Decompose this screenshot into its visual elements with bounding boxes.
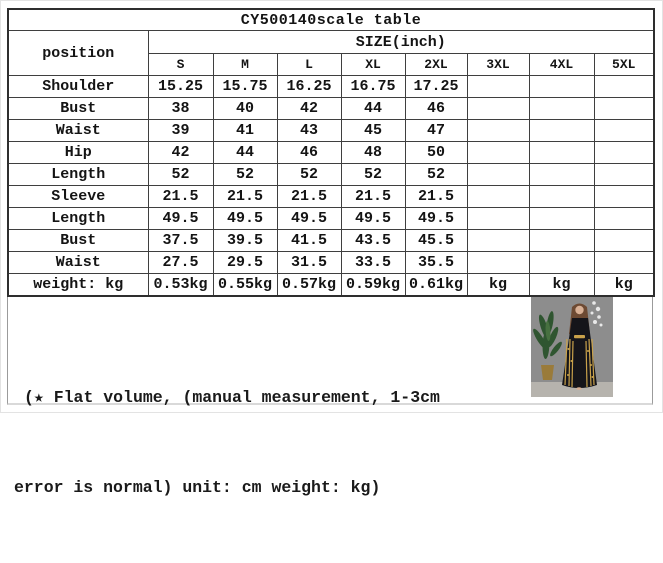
size-value-cell: 40	[213, 98, 277, 120]
note-line-2: error is normal) unit: cm weight: kg)	[14, 478, 381, 497]
size-value-cell: 21.5	[148, 186, 213, 208]
size-value-cell: 46	[405, 98, 467, 120]
size-value-cell: 45	[341, 120, 405, 142]
size-value-cell: 31.5	[277, 252, 341, 274]
size-value-cell	[529, 142, 594, 164]
size-group-header: SIZE(inch)	[148, 31, 654, 54]
size-column-header: XL	[341, 54, 405, 76]
size-value-cell: kg	[467, 274, 529, 297]
size-value-cell	[529, 186, 594, 208]
size-value-cell	[467, 120, 529, 142]
size-value-cell: 21.5	[213, 186, 277, 208]
row-label: Shoulder	[8, 76, 148, 98]
size-value-cell: 42	[277, 98, 341, 120]
size-value-cell: 46	[277, 142, 341, 164]
size-value-cell	[529, 230, 594, 252]
size-value-cell	[467, 98, 529, 120]
size-value-cell: 16.25	[277, 76, 341, 98]
size-value-cell	[594, 230, 654, 252]
size-value-cell: 17.25	[405, 76, 467, 98]
size-value-cell: kg	[529, 274, 594, 297]
table-row	[8, 98, 654, 120]
size-value-cell: 39	[148, 120, 213, 142]
size-value-cell	[529, 120, 594, 142]
size-value-cell: 0.55kg	[213, 274, 277, 297]
size-value-cell: 41	[213, 120, 277, 142]
row-label: weight: kg	[8, 274, 148, 297]
size-value-cell: 33.5	[341, 252, 405, 274]
row-label: Bust	[8, 98, 148, 120]
size-value-cell: 29.5	[213, 252, 277, 274]
table-row	[8, 76, 654, 98]
size-value-cell	[529, 98, 594, 120]
size-value-cell: 50	[405, 142, 467, 164]
size-column-header: 4XL	[529, 54, 594, 76]
size-value-cell: 15.25	[148, 76, 213, 98]
size-value-cell	[594, 164, 654, 186]
footer-note-box	[7, 297, 653, 497]
size-value-cell	[594, 76, 654, 98]
size-value-cell: 49.5	[341, 208, 405, 230]
size-chart-frame	[7, 8, 653, 497]
size-value-cell	[467, 142, 529, 164]
size-value-cell	[529, 252, 594, 274]
size-value-cell	[467, 164, 529, 186]
size-value-cell: 43.5	[341, 230, 405, 252]
size-value-cell	[594, 142, 654, 164]
footer-note	[14, 323, 440, 563]
row-label: Bust	[8, 230, 148, 252]
table-row	[8, 120, 654, 142]
size-value-cell: 35.5	[405, 252, 467, 274]
size-value-cell	[594, 120, 654, 142]
size-value-cell: 41.5	[277, 230, 341, 252]
size-value-cell: kg	[594, 274, 654, 297]
photo-model-face	[575, 306, 583, 314]
size-value-cell	[467, 76, 529, 98]
size-value-cell: 0.53kg	[148, 274, 213, 297]
size-value-cell: 21.5	[277, 186, 341, 208]
table-title: CY500140scale table	[8, 9, 654, 31]
size-value-cell	[529, 208, 594, 230]
size-value-cell: 0.59kg	[341, 274, 405, 297]
title-row	[8, 9, 654, 31]
size-value-cell: 0.61kg	[405, 274, 467, 297]
table-row	[8, 252, 654, 274]
table-row	[8, 230, 654, 252]
header-row	[8, 31, 654, 54]
size-value-cell	[467, 186, 529, 208]
size-column-header: 3XL	[467, 54, 529, 76]
size-table	[7, 8, 655, 297]
row-label: Waist	[8, 120, 148, 142]
size-value-cell: 49.5	[148, 208, 213, 230]
photo-plant-pot	[541, 365, 554, 380]
size-value-cell: 52	[277, 164, 341, 186]
size-value-cell	[529, 164, 594, 186]
size-value-cell: 21.5	[341, 186, 405, 208]
product-photo-graphic	[531, 297, 613, 397]
table-row	[8, 274, 654, 297]
size-value-cell: 15.75	[213, 76, 277, 98]
note-line-1: (★ Flat volume, (manual measurement, 1-3cm	[24, 388, 440, 407]
size-value-cell: 52	[341, 164, 405, 186]
size-value-cell: 52	[405, 164, 467, 186]
size-value-cell	[594, 186, 654, 208]
photo-model-feet	[577, 387, 582, 390]
size-value-cell: 49.5	[277, 208, 341, 230]
size-value-cell: 0.57kg	[277, 274, 341, 297]
size-value-cell: 44	[213, 142, 277, 164]
size-value-cell: 16.75	[341, 76, 405, 98]
size-value-cell: 27.5	[148, 252, 213, 274]
size-column-header: S	[148, 54, 213, 76]
row-label: Length	[8, 164, 148, 186]
size-column-header: M	[213, 54, 277, 76]
table-row	[8, 208, 654, 230]
row-label: Sleeve	[8, 186, 148, 208]
size-value-cell: 44	[341, 98, 405, 120]
table-row	[8, 186, 654, 208]
size-value-cell	[594, 208, 654, 230]
size-value-cell	[529, 76, 594, 98]
size-value-cell: 48	[341, 142, 405, 164]
size-value-cell: 39.5	[213, 230, 277, 252]
size-value-cell	[467, 252, 529, 274]
size-value-cell: 47	[405, 120, 467, 142]
size-value-cell: 43	[277, 120, 341, 142]
size-value-cell: 37.5	[148, 230, 213, 252]
size-value-cell	[467, 230, 529, 252]
size-value-cell: 52	[213, 164, 277, 186]
size-value-cell: 45.5	[405, 230, 467, 252]
table-body	[8, 76, 654, 297]
product-photo	[531, 297, 613, 397]
table-row	[8, 164, 654, 186]
size-value-cell	[594, 98, 654, 120]
size-column-header: L	[277, 54, 341, 76]
row-label: Waist	[8, 252, 148, 274]
row-label: Length	[8, 208, 148, 230]
size-value-cell: 21.5	[405, 186, 467, 208]
size-value-cell: 49.5	[213, 208, 277, 230]
position-header: position	[8, 31, 148, 76]
row-label: Hip	[8, 142, 148, 164]
table-row	[8, 142, 654, 164]
size-column-header: 5XL	[594, 54, 654, 76]
size-value-cell: 52	[148, 164, 213, 186]
size-column-header: 2XL	[405, 54, 467, 76]
size-value-cell: 38	[148, 98, 213, 120]
photo-dress-belt	[574, 335, 585, 338]
size-value-cell: 49.5	[405, 208, 467, 230]
size-value-cell: 42	[148, 142, 213, 164]
size-value-cell	[467, 208, 529, 230]
size-value-cell	[594, 252, 654, 274]
